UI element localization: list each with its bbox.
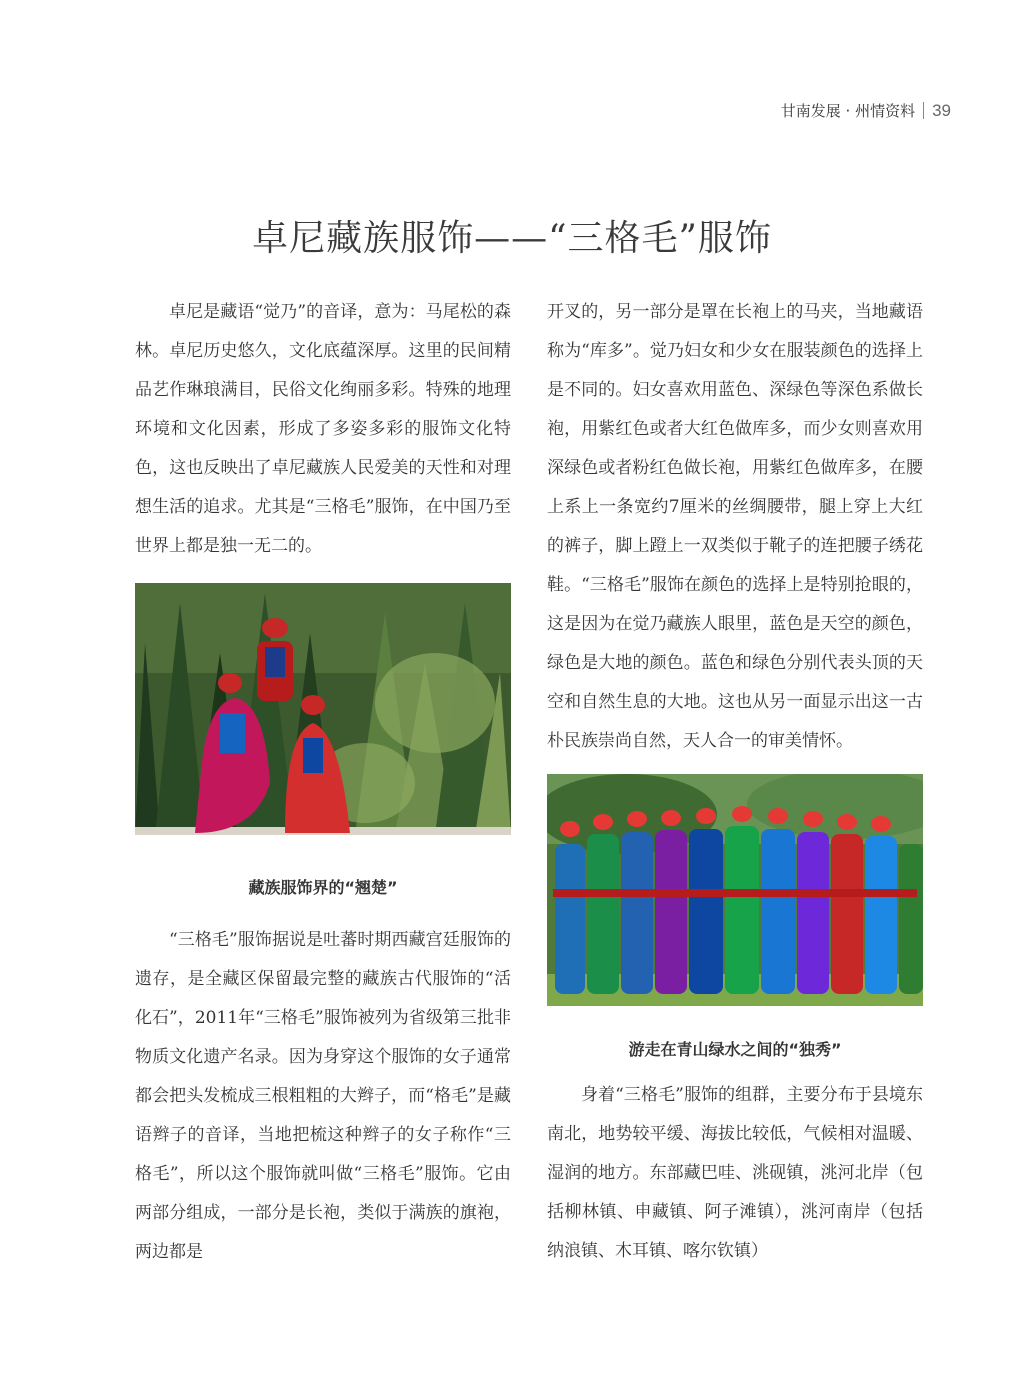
distribution-paragraph: 身着“三格毛”服饰的组群，主要分布于县境东南北，地势较平缓、海拔比较低，气候相对温暖、湿润的地方。东部藏巴哇、洮砚镇，洮河北岸（包括柳林镇、申藏镇、阿子滩镇），洮河南岸（包括纳浪镇、木耳镇、喀尔钦镇）	[547, 1085, 923, 1261]
photo-girls-in-forest	[135, 583, 511, 835]
right-column	[547, 293, 923, 1271]
page-number: 39	[932, 100, 951, 120]
caption-right: 游走在青山绿水之间的“独秀”	[628, 1040, 842, 1059]
caption-left: 藏族服饰界的“翘楚”	[248, 878, 398, 897]
history-paragraph: “三格毛”服饰据说是吐蕃时期西藏宫廷服饰的遗存，是全藏区保留最完整的藏族古代服饰的“活化石”，2011年“三格毛”服饰被列为省级第三批非物质文化遗产名录。因为身穿这个服饰的女子通常都会把头发梳成三根粗粗的大辫子，而“格毛”是藏语辫子的音译，当地把梳这种辫子的女子称作“三格毛”，所以这个服饰就叫做“三格毛”服饰。它由两部分组成，一部分是长袍，类似于满族的旗袍，两边都是	[135, 930, 511, 1262]
header-divider	[923, 102, 924, 119]
running-header	[781, 100, 951, 121]
intro-paragraph: 卓尼是藏语“觉乃”的音译，意为：马尾松的森林。卓尼历史悠久，文化底蕴深厚。这里的民间精品艺作琳琅满目，民俗文化绚丽多彩。特殊的地理环境和文化因素，形成了多姿多彩的服饰文化特色，这也反映出了卓尼藏族人民爱美的天性和对理想生活的追求。尤其是“三格毛”服饰，在中国乃至世界上都是独一无二的。	[135, 302, 511, 556]
photo-women-circle	[547, 774, 923, 1006]
left-column	[135, 293, 511, 1272]
continued-paragraph: 开叉的，另一部分是罩在长袍上的马夹，当地藏语称为“库多”。觉乃妇女和少女在服装颜色的选择上是不同的。妇女喜欢用蓝色、深绿色等深色系做长袍，用紫红色或者大红色做库多，而少女则喜欢用深绿色或者粉红色做长袍，用紫红色做库多，在腰上系上一条宽约7厘米的丝绸腰带，腿上穿上大红的裤子，脚上蹬上一双类似于靴子的连把腰子绣花鞋。“三格毛”服饰在颜色的选择上是特别抢眼的，这是因为在觉乃藏族人眼里，蓝色是天空的颜色，绿色是大地的颜色。蓝色和绿色分别代表头顶的天空和自然生息的大地。这也从另一面显示出这一古朴民族崇尚自然，天人合一的审美情怀。	[547, 302, 923, 751]
running-title: 甘南发展 · 州情资料	[780, 102, 916, 120]
article-title: 卓尼藏族服饰——“三格毛”服饰	[252, 218, 772, 259]
